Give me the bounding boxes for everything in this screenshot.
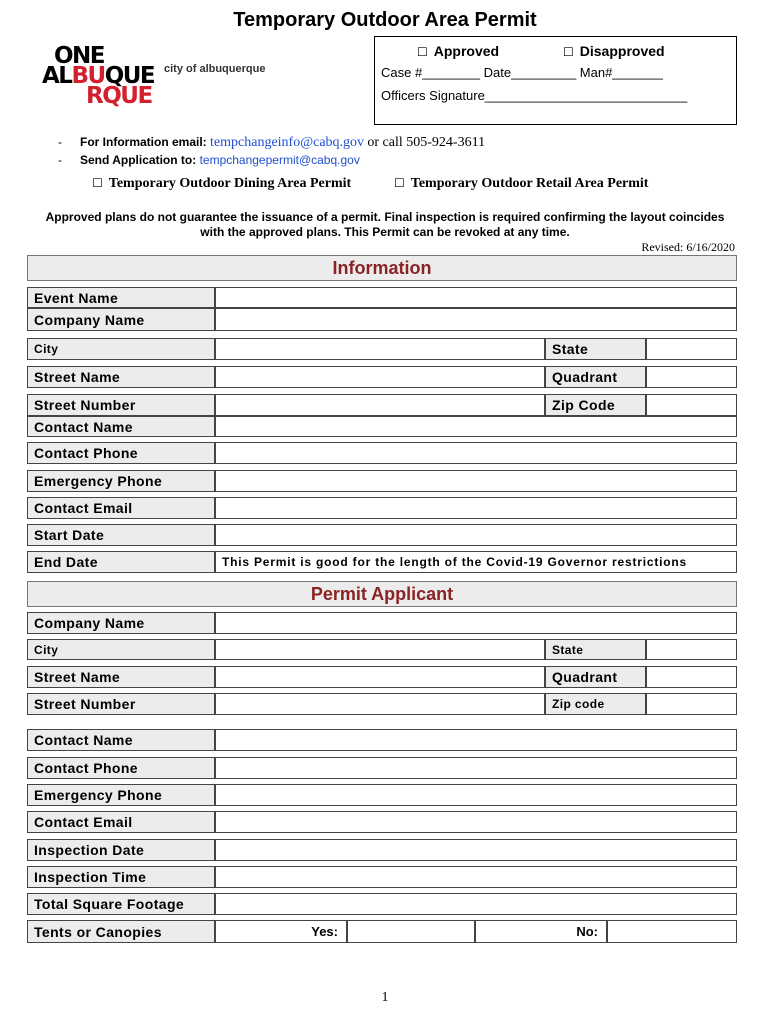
state-field[interactable] [646,338,737,360]
applicant-quadrant-field[interactable] [646,666,737,688]
applicant-contact-email-row [27,811,737,833]
street-number-label: Street Number [27,394,215,416]
applicant-city-field[interactable] [215,639,545,660]
officer-signature-line[interactable]: Officers Signature____________________________ [381,88,688,103]
applicant-city-row [27,639,737,660]
send-email-link[interactable]: tempchangepermit@cabq.gov [199,153,360,167]
logo-line-two: ALBUQUE [42,63,155,89]
contact-phone-label: Contact Phone [27,442,215,464]
checkbox-icon[interactable]: ☐ [394,176,405,190]
checkbox-icon[interactable]: ☐ [563,45,574,59]
contact-email-row [27,497,737,519]
emergency-phone-field[interactable] [215,470,737,492]
applicant-contact-email-label: Contact Email [27,811,215,833]
notice-text: Approved plans do not guarantee the issuance of a permit. Final inspection is required confirming the layout coincides with the approved plans. This Permit can be revoked at any time. [45,210,725,239]
emergency-phone-label: Emergency Phone [27,470,215,492]
company-name-row [27,308,737,331]
state-label: State [545,338,646,360]
checkbox-icon[interactable]: ☐ [92,176,103,190]
applicant-zip-code-field[interactable] [646,693,737,715]
checkbox-icon[interactable]: ☐ [417,45,428,59]
city-field[interactable] [215,338,545,360]
contact-name-row [27,416,737,437]
contact-email-field[interactable] [215,497,737,519]
retail-permit-option[interactable]: ☐ Temporary Outdoor Retail Area Permit [394,176,649,191]
no-label: No: [475,920,607,943]
case-date-man-line[interactable]: Case #________ Date_________ Man#_______ [381,65,663,80]
start-date-label: Start Date [27,524,215,546]
applicant-state-label: State [545,639,646,660]
inspection-time-label: Inspection Time [27,866,215,888]
logo-city-text: city of albuquerque [164,63,266,75]
applicant-street-number-row [27,693,737,715]
applicant-city-label: City [27,639,215,660]
contact-email-label: Contact Email [27,497,215,519]
dining-permit-option[interactable]: ☐ Temporary Outdoor Dining Area Permit [92,176,352,191]
permit-applicant-heading: Permit Applicant [27,581,737,607]
applicant-contact-email-field[interactable] [215,811,737,833]
tents-canopies-row [27,920,737,943]
information-heading: Information [27,255,737,281]
applicant-emergency-phone-label: Emergency Phone [27,784,215,806]
street-name-label: Street Name [27,366,215,388]
applicant-street-number-label: Street Number [27,693,215,715]
zip-code-field[interactable] [646,394,737,416]
square-footage-field[interactable] [215,893,737,915]
start-date-field[interactable] [215,524,737,546]
applicant-street-number-field[interactable] [215,693,545,715]
logo-line-one: ONE [54,43,105,69]
contact-phone-row [27,442,737,464]
square-footage-label: Total Square Footage [27,893,215,915]
applicant-street-name-label: Street Name [27,666,215,688]
event-name-label: Event Name [27,287,215,308]
city-logo [42,42,282,112]
applicant-street-name-row [27,666,737,688]
applicant-contact-phone-label: Contact Phone [27,757,215,779]
inspection-date-row [27,839,737,861]
bullet-dash: - [58,153,62,167]
event-name-field[interactable] [215,287,737,308]
yes-label: Yes: [215,920,347,943]
start-date-row [27,524,737,546]
contact-name-label: Contact Name [27,416,215,437]
end-date-label: End Date [27,551,215,573]
contact-name-field[interactable] [215,416,737,437]
street-name-row [27,366,737,388]
street-number-row [27,394,737,416]
emergency-phone-row [27,470,737,492]
inspection-date-label: Inspection Date [27,839,215,861]
applicant-emergency-phone-field[interactable] [215,784,737,806]
applicant-emergency-phone-row [27,784,737,806]
inspection-time-row [27,866,737,888]
applicant-company-field[interactable] [215,612,737,634]
info-email-link[interactable]: tempchangeinfo@cabq.gov [210,135,365,150]
company-name-field[interactable] [215,308,737,331]
contact-phone-field[interactable] [215,442,737,464]
logo-line-three: RQUE [86,83,152,109]
no-field[interactable] [607,920,737,943]
tents-canopies-label: Tents or Canopies [27,920,215,943]
end-date-note: This Permit is good for the length of the Covid-19 Governor restrictions [215,551,737,573]
bullet-dash: - [58,135,62,149]
yes-field[interactable] [347,920,475,943]
revised-date: Revised: 6/16/2020 [641,240,735,254]
square-footage-row [27,893,737,915]
applicant-contact-phone-field[interactable] [215,757,737,779]
page-title: Temporary Outdoor Area Permit [233,9,537,31]
applicant-zip-code-label: Zip code [545,693,646,715]
street-name-field[interactable] [215,366,545,388]
city-state-row [27,338,737,360]
applicant-contact-name-row [27,729,737,751]
applicant-street-name-field[interactable] [215,666,545,688]
applicant-company-label: Company Name [27,612,215,634]
inspection-time-field[interactable] [215,866,737,888]
street-number-field[interactable] [215,394,545,416]
event-name-row [27,287,737,308]
applicant-contact-name-field[interactable] [215,729,737,751]
page-number: 1 [381,990,389,1005]
zip-code-label: Zip Code [545,394,646,416]
quadrant-field[interactable] [646,366,737,388]
applicant-contact-name-label: Contact Name [27,729,215,751]
applicant-contact-phone-row [27,757,737,779]
inspection-date-field[interactable] [215,839,737,861]
applicant-state-field[interactable] [646,639,737,660]
office-use-box [374,36,737,125]
quadrant-label: Quadrant [545,366,646,388]
approved-option[interactable]: ☐ Approved [417,43,500,59]
end-date-row [27,551,737,573]
disapproved-option[interactable]: ☐ Disapproved [563,43,665,59]
applicant-quadrant-label: Quadrant [545,666,646,688]
city-label: City [27,338,215,360]
company-name-label: Company Name [27,308,215,331]
applicant-company-row [27,612,737,634]
